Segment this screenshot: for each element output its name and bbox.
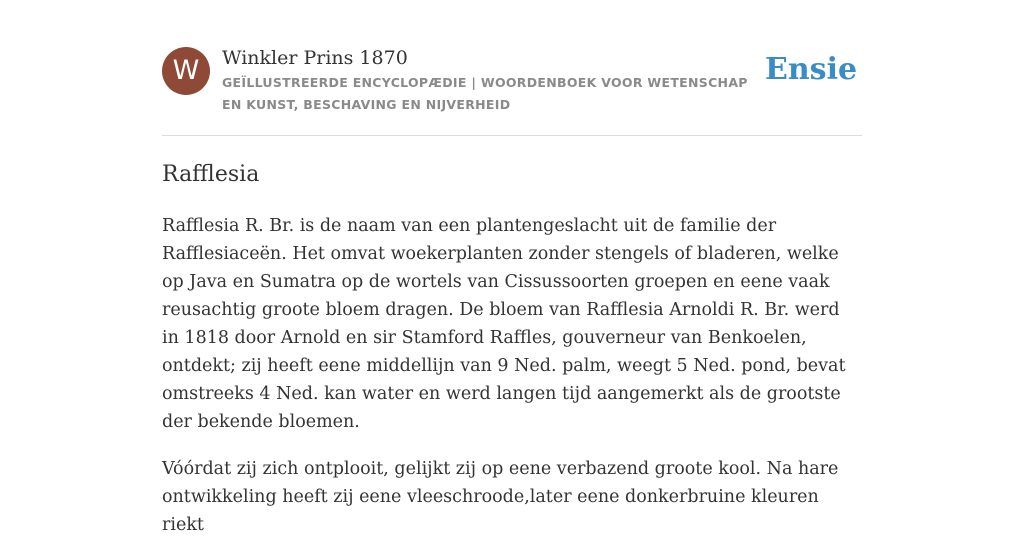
publication-avatar[interactable]: W (162, 47, 210, 95)
header-divider (162, 135, 862, 136)
ensie-logo[interactable]: Ensie (765, 52, 858, 87)
article-paragraph: Vóórdat zij zich ontplooit, gelijkt zij op eene verbazend groote kool. Na hare ontwikkeling heeft zij eene vleeschroode,later eene donkerbruine kleuren riekt (162, 459, 839, 535)
article-title: Rafflesia (162, 162, 260, 187)
article-body (162, 212, 862, 558)
article-paragraph: Rafflesia R. Br. is de naam van een plantengeslacht uit de familie der Rafflesiaceën. Het omvat woekerplanten zonder stengels of bladeren, welke op Java en Sumatra op de wortels van Cissussoorten groepen en eene vaak reusachtig groote bloem dragen. De bloem van Rafflesia Arnoldi R. Br. werd in 1818 door Arnold en sir Stamford Raffles, gouverneur van Benkoelen, ontdekt; zij heeft eene middellijn van 9 Ned. palm, weegt 5 Ned. pond, bevat omstreeks 4 Ned. kan water en werd langen tijd aangemerkt als de grootste der bekende bloemen. (162, 216, 846, 432)
publication-header (162, 46, 862, 116)
publication-title[interactable]: Winkler Prins 1870 (222, 47, 408, 69)
publication-subtitle: GEÏLLUSTREERDE ENCYCLOPÆDIE | WOORDENBOEK VOOR WETENSCHAP EN KUNST, BESCHAVING EN NIJVERHEID (222, 75, 748, 112)
